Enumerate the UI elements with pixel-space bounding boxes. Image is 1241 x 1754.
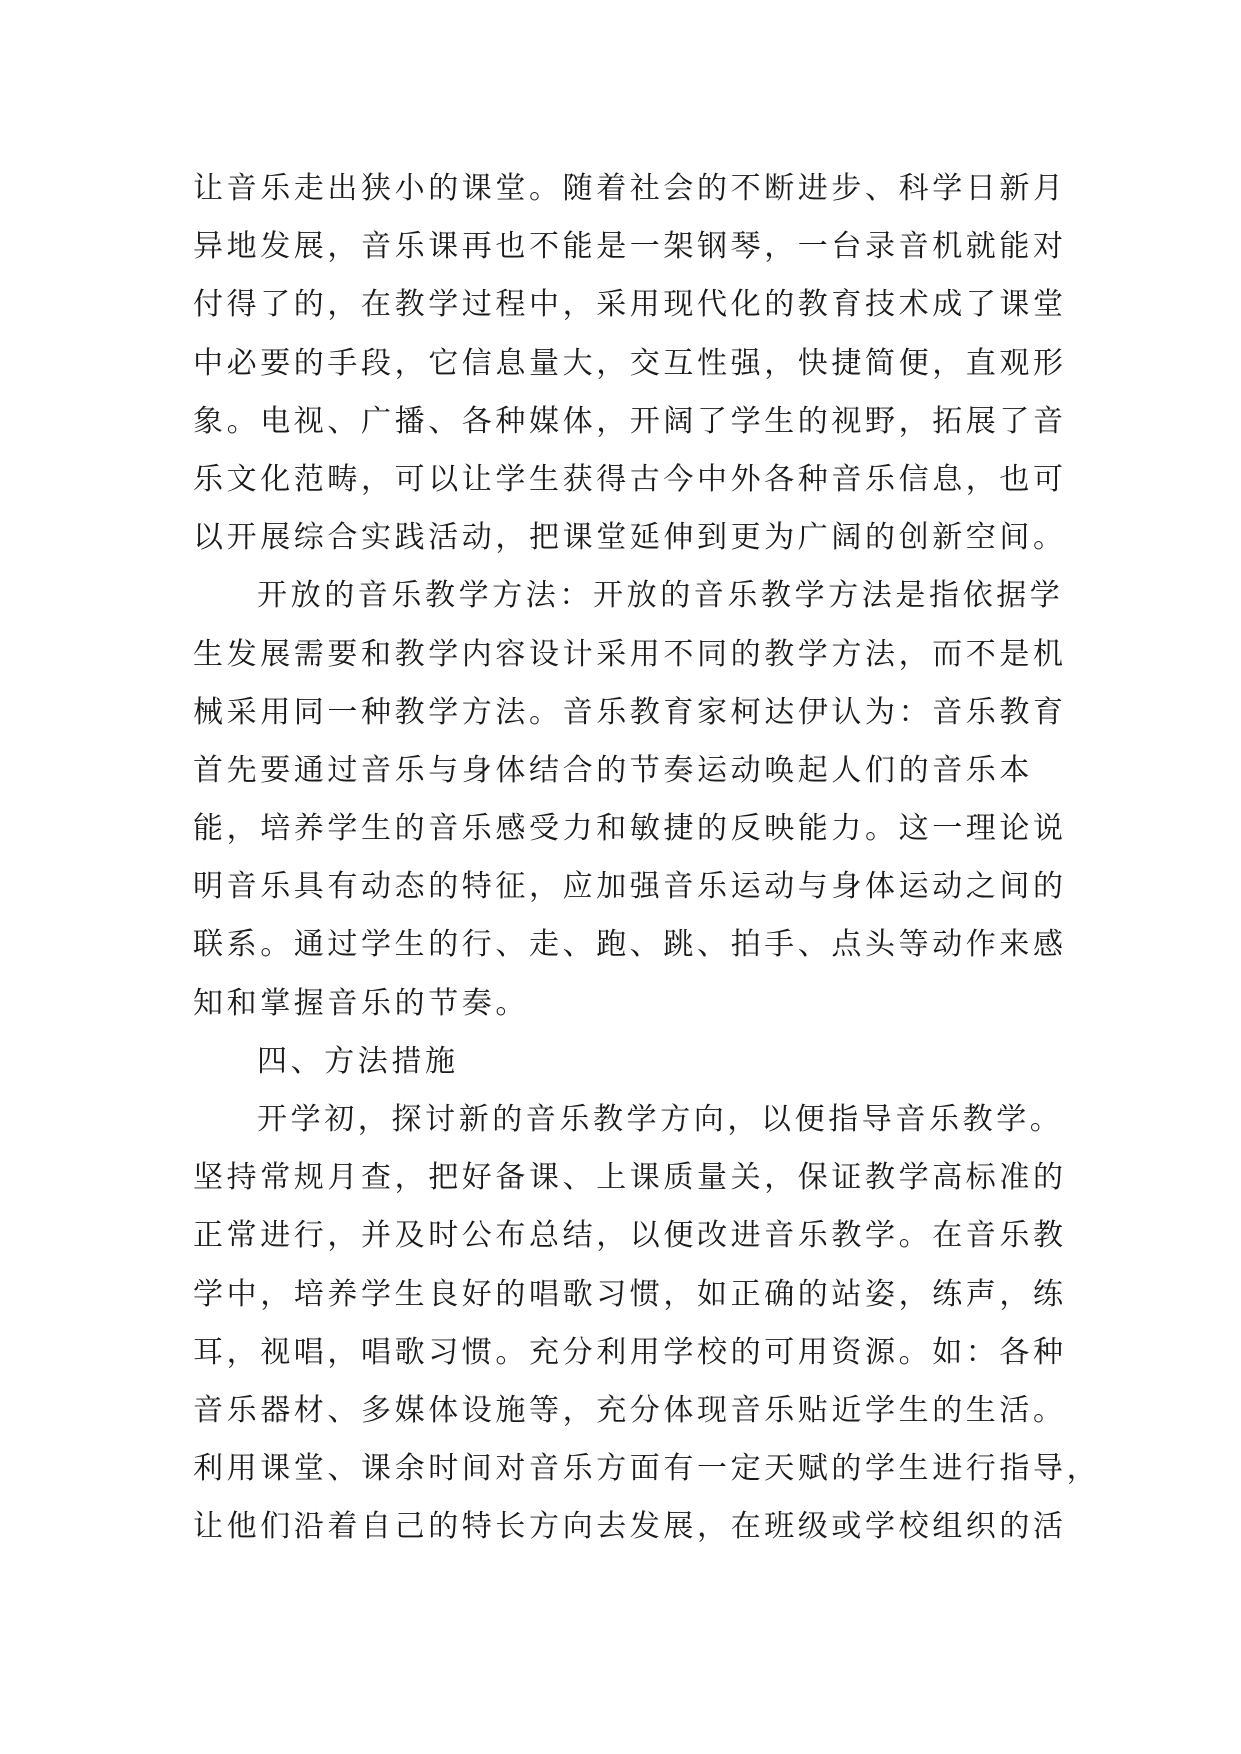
document-body bbox=[193, 160, 1101, 1557]
text-line: 正常进行，并及时公布总结，以便改进音乐教学。在音乐教 bbox=[193, 1218, 1067, 1254]
section-heading: 四、方法措施 bbox=[257, 1043, 459, 1079]
text-line: 利用课堂、课余时间对音乐方面有一定天赋的学生进行指导， bbox=[193, 1451, 1101, 1487]
text-line: 让他们沿着自己的特长方向去发展，在班级或学校组织的活 bbox=[193, 1509, 1067, 1545]
text-line: 耳，视唱，唱歌习惯。充分利用学校的可用资源。如：各种 bbox=[193, 1334, 1067, 1370]
text-line: 知和掌握音乐的节奏。 bbox=[193, 985, 529, 1021]
text-line: 学中，培养学生良好的唱歌习惯，如正确的站姿，练声，练 bbox=[193, 1276, 1067, 1312]
text-line: 以开展综合实践活动，把课堂延伸到更为广阔的创新空间。 bbox=[193, 520, 1067, 556]
text-line: 乐文化范畴，可以让学生获得古今中外各种音乐信息，也可 bbox=[193, 461, 1067, 497]
text-line: 让音乐走出狭小的课堂。随着社会的不断进步、科学日新月 bbox=[193, 171, 1067, 206]
text-line: 首先要通过音乐与身体结合的节奏运动唤起人们的音乐本 bbox=[193, 752, 1033, 788]
paragraph-start-line: 开学初，探讨新的音乐教学方向，以便指导音乐教学。 bbox=[257, 1102, 1064, 1137]
paragraph-start-line: 开放的音乐教学方法：开放的音乐教学方法是指依据学 bbox=[257, 578, 1064, 614]
text-line: 明音乐具有动态的特征，应加强音乐运动与身体运动之间的 bbox=[193, 869, 1067, 905]
text-line: 生发展需要和教学内容设计采用不同的教学方法，而不是机 bbox=[193, 636, 1067, 672]
text-line: 中必要的手段，它信息量大，交互性强，快捷简便，直观形 bbox=[193, 345, 1067, 381]
text-line: 联系。通过学生的行、走、跑、跳、拍手、点头等动作来感 bbox=[193, 927, 1067, 963]
text-line: 音乐器材、多媒体设施等，充分体现音乐贴近学生的生活。 bbox=[193, 1392, 1067, 1428]
text-line: 坚持常规月查，把好备课、上课质量关，保证教学高标准的 bbox=[193, 1160, 1067, 1196]
text-line: 象。电视、广播、各种媒体，开阔了学生的视野，拓展了音 bbox=[193, 403, 1067, 439]
text-line: 异地发展，音乐课再也不能是一架钢琴，一台录音机就能对 bbox=[193, 229, 1067, 265]
text-line: 付得了的，在教学过程中，采用现代化的教育技术成了课堂 bbox=[193, 287, 1067, 323]
text-line: 械采用同一种教学方法。音乐教育家柯达伊认为：音乐教育 bbox=[193, 694, 1067, 730]
text-line: 能，培养学生的音乐感受力和敏捷的反映能力。这一理论说 bbox=[193, 811, 1067, 847]
